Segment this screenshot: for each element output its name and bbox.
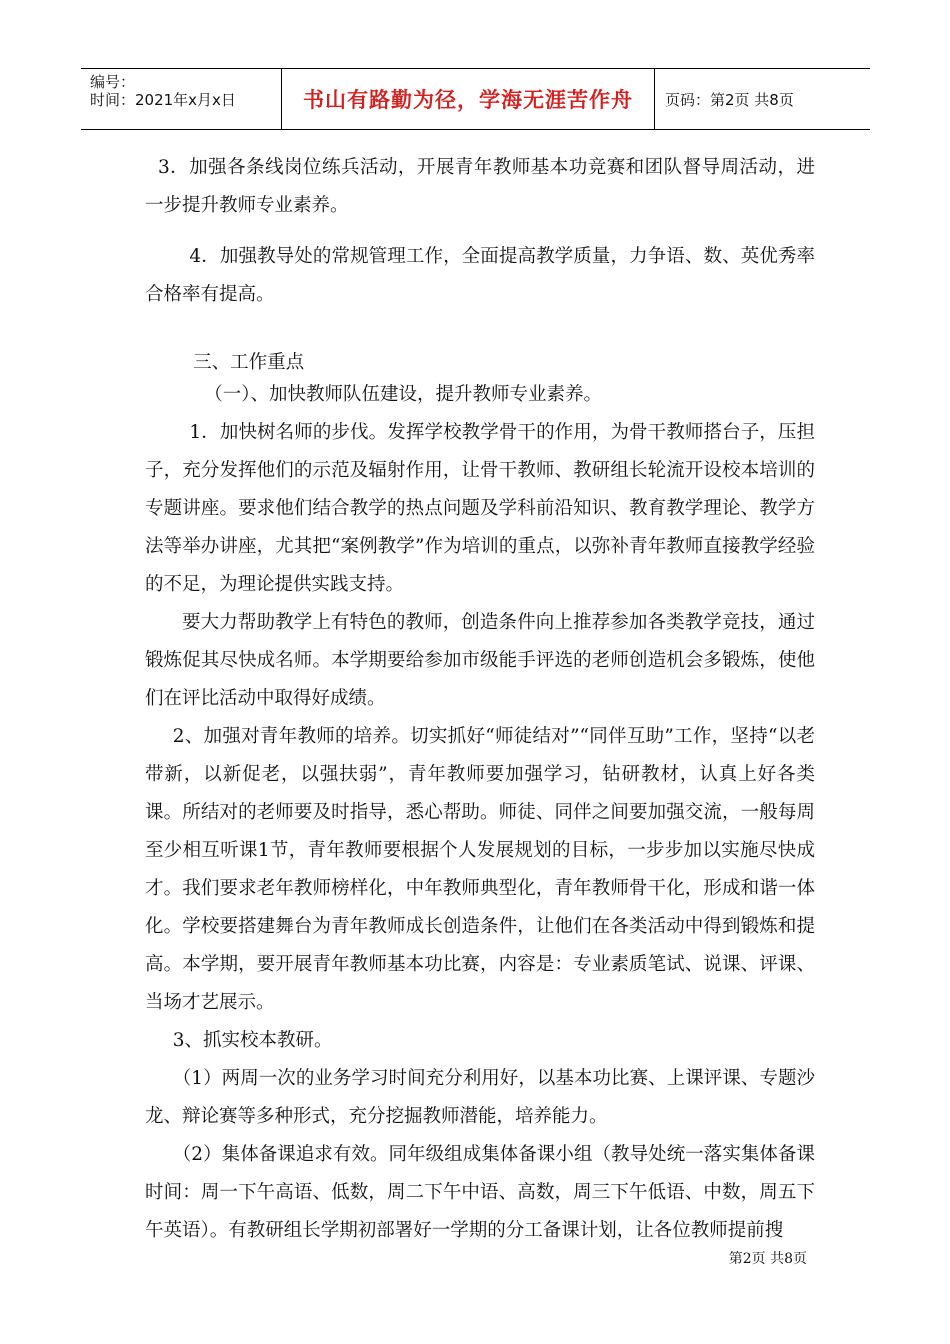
document-body [145, 149, 815, 1250]
header-motto: 书山有路勤为径，学海无涯苦作舟 [282, 69, 655, 129]
page-footer: 第2页 共8页 [728, 1251, 807, 1267]
subsection-heading: （一）、加快教师队伍建设，提升教师专业素养。 [204, 384, 602, 405]
section-heading: 三、工作重点 [193, 352, 305, 373]
paragraph-goal-3: 3．加强各条线岗位练兵活动，开展青年教师基本功竞赛和团队督导周活动，进一步提升教师专业素养。 [145, 157, 815, 216]
header-meta [81, 69, 282, 129]
paragraph-item-1: 1．加快树名师的步伐。发挥学校教学骨干的作用，为骨干教师搭台子，压担子，充分发挥他们的示范及辐射作用，让骨干教师、教研组长轮流开设校本培训的专题讲座。要求他们结合教学的热点问题及学科前沿知识、教育教学理论、教学方法等举办讲座，尤其把“案例教学”作为培训的重点，以弥补青年教师直接教学经验的不足，为理论提供实践支持。 [145, 422, 815, 595]
time-label: 时间：2021年x月x日 [90, 91, 236, 109]
paragraph-support: 要大力帮助教学上有特色的教师，创造条件向上推荐参加各类教学竞技，通过锻炼促其尽快成名师。本学期要给参加市级能手评选的老师创造机会多锻炼，使他们在评比活动中取得好成绩。 [145, 612, 815, 709]
paragraph-item-2: 2、加强对青年教师的培养。切实抓好“师徒结对”“同伴互助”工作，坚持“以老带新，以新促老，以强扶弱”，青年教师要加强学习，钻研教材，认真上好各类课。所结对的老师要及时指导，悉心帮助。师徒、同伴之间要加强交流，一般每周至少相互听课1节，青年教师要根据个人发展规划的目标，一步步加以实施尽快成才。我们要求老年教师榜样化，中年教师典型化，青年教师骨干化，形成和谐一体化。学校要搭建舞台为青年教师成长创造条件，让他们在各类活动中得到锻炼和提高。本学期，要开展青年教师基本功比赛，内容是：专业素质笔试、说课、评课、当场才艺展示。 [145, 726, 815, 1013]
paragraph-item-3: 3、抓实校本教研。 [172, 1030, 333, 1051]
paragraph-item-3-1: （1）两周一次的业务学习时间充分利用好，以基本功比赛、上课评课、专题沙龙、辩论赛等多种形式，充分挖掘教师潜能，培养能力。 [145, 1068, 815, 1127]
header-page-info: 页码：第2页 共8页 [665, 90, 794, 109]
paragraph-item-3-2: （2）集体备课追求有效。同年级组成集体备课小组（教导处统一落实集体备课时间：周一下午高语、低数，周二下午中语、高数，周三下午低语、中数，周五下午英语）。有教研组长学期初部署好一学期的分工备课计划，让各位教师提前搜 [145, 1144, 815, 1241]
paragraph-goal-4: 4．加强教导处的常规管理工作，全面提高教学质量，力争语、数、英优秀率合格率有提高。 [145, 246, 815, 305]
number-label: 编号： [90, 73, 136, 91]
page-header [81, 68, 870, 130]
